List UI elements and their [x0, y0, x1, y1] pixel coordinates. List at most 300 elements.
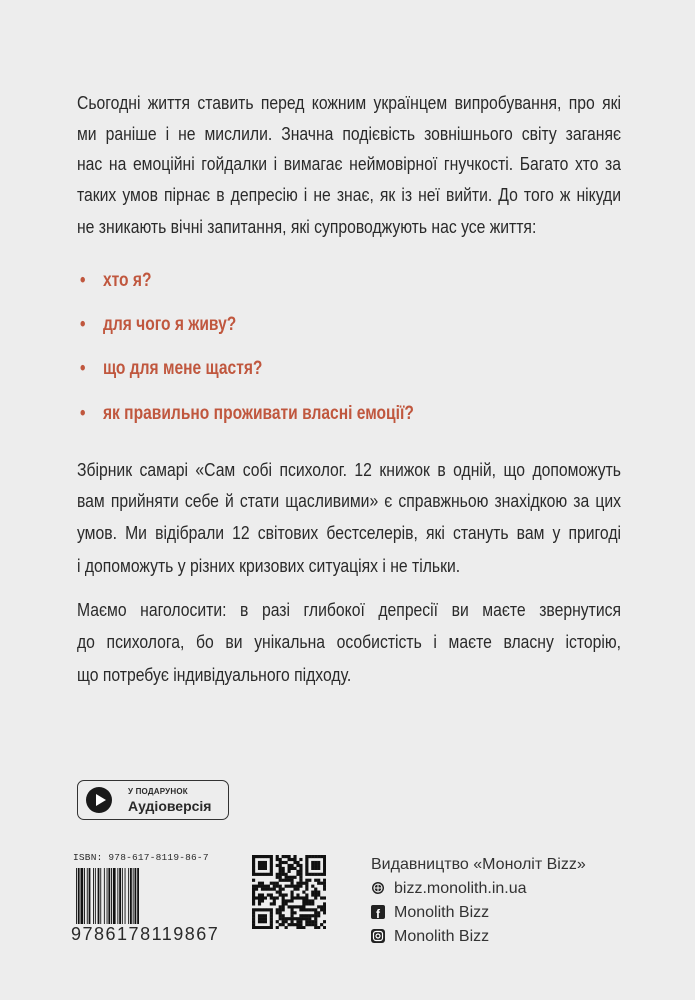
qr-module [270, 914, 273, 917]
qr-module [282, 893, 285, 896]
qr-module [314, 855, 317, 858]
qr-module [288, 923, 291, 926]
qr-module [285, 861, 288, 864]
qr-module [270, 861, 273, 864]
qr-module [285, 920, 288, 923]
qr-module [302, 905, 305, 908]
qr-module [323, 888, 326, 891]
qr-module [311, 893, 314, 896]
qr-module [317, 893, 320, 896]
qr-module [279, 873, 282, 876]
qr-module [290, 858, 293, 861]
qr-module [302, 902, 305, 905]
barcode-bar [125, 868, 126, 928]
qr-module [308, 879, 311, 882]
qr-module [270, 882, 273, 885]
qr-module [270, 893, 273, 896]
qr-module [258, 917, 261, 920]
qr-module [302, 908, 305, 911]
qr-module [252, 864, 255, 867]
qr-module [270, 873, 273, 876]
qr-module [317, 864, 320, 867]
qr-module [299, 926, 302, 929]
qr-module [264, 861, 267, 864]
barcode-bar [104, 868, 105, 928]
qr-module [311, 908, 314, 911]
qr-module [252, 891, 255, 894]
qr-module [288, 864, 291, 867]
qr-module [282, 905, 285, 908]
qr-module [252, 902, 255, 905]
qr-module [302, 899, 305, 902]
qr-module [290, 891, 293, 894]
qr-module [317, 873, 320, 876]
qr-module [276, 896, 279, 899]
qr-module [311, 923, 314, 926]
qr-module [285, 893, 288, 896]
qr-module [299, 896, 302, 899]
qr-module [273, 885, 276, 888]
qr-module [261, 896, 264, 899]
qr-module [290, 920, 293, 923]
qr-module [276, 920, 279, 923]
qr-module [282, 879, 285, 882]
qr-module [296, 917, 299, 920]
qr-code[interactable] [252, 855, 326, 929]
barcode-bar [98, 868, 100, 928]
qr-module [264, 885, 267, 888]
qr-module [258, 855, 261, 858]
audio-version-label: Аудіоверсія [128, 798, 212, 814]
barcode-bar [137, 868, 139, 928]
qr-module [285, 876, 288, 879]
qr-module [288, 899, 291, 902]
text-line: нас на емоційні гойдалки і вимагає неймовірної гнучкості. Багато хто за [77, 153, 621, 174]
qr-module [279, 879, 282, 882]
qr-module [323, 920, 326, 923]
barcode-bar [81, 868, 84, 928]
qr-module [314, 864, 317, 867]
qr-module [320, 873, 323, 876]
qr-module [305, 899, 308, 902]
qr-module [279, 893, 282, 896]
qr-module [299, 917, 302, 920]
qr-module [258, 896, 261, 899]
question-text: що для мене щастя? [102, 358, 263, 379]
qr-module [276, 876, 279, 879]
qr-module [261, 899, 264, 902]
qr-module [288, 870, 291, 873]
qr-module [264, 867, 267, 870]
qr-module [288, 917, 291, 920]
qr-module [305, 861, 308, 864]
qr-module [288, 885, 291, 888]
qr-module [282, 908, 285, 911]
qr-module [258, 902, 261, 905]
qr-module [305, 870, 308, 873]
qr-module [255, 926, 258, 929]
qr-module [296, 861, 299, 864]
publisher-facebook-row[interactable] [371, 904, 489, 922]
qr-module [282, 855, 285, 858]
barcode-bar [128, 868, 129, 928]
qr-module [323, 870, 326, 873]
qr-module [288, 876, 291, 879]
qr-module [296, 893, 299, 896]
qr-module [276, 864, 279, 867]
qr-module [264, 917, 267, 920]
text-line: до психолога, бо ви унікальна особистість і маєте власну історію, [77, 631, 621, 652]
qr-module [264, 908, 267, 911]
qr-module [261, 855, 264, 858]
qr-module [276, 891, 279, 894]
qr-module [296, 920, 299, 923]
qr-module [279, 864, 282, 867]
qr-module [290, 882, 293, 885]
qr-module [302, 882, 305, 885]
qr-module [252, 896, 255, 899]
qr-module [285, 879, 288, 882]
qr-module [305, 879, 308, 882]
qr-module [270, 911, 273, 914]
qr-module [276, 858, 279, 861]
qr-module [290, 893, 293, 896]
qr-module [323, 873, 326, 876]
text-line: умов. Ми відібрали 12 світових бестселерів, які стануть вам у пригоді [77, 522, 621, 543]
qr-module [264, 896, 267, 899]
qr-module [267, 908, 270, 911]
qr-module [276, 873, 279, 876]
qr-module [314, 861, 317, 864]
qr-module [255, 908, 258, 911]
qr-module [293, 885, 296, 888]
qr-module [273, 902, 276, 905]
qr-module [252, 911, 255, 914]
qr-module [308, 920, 311, 923]
qr-module [258, 899, 261, 902]
publisher-instagram-row[interactable] [371, 928, 489, 946]
question-text: хто я? [102, 270, 152, 291]
qr-module [323, 926, 326, 929]
qr-module [293, 867, 296, 870]
qr-module [255, 896, 258, 899]
qr-module [279, 908, 282, 911]
qr-module [302, 891, 305, 894]
qr-module [311, 855, 314, 858]
qr-module [279, 905, 282, 908]
qr-module [323, 911, 326, 914]
qr-module [296, 923, 299, 926]
qr-module [317, 891, 320, 894]
qr-module [255, 873, 258, 876]
qr-module [317, 879, 320, 882]
facebook-link[interactable]: Monolith Bizz [394, 904, 490, 921]
qr-module [305, 873, 308, 876]
barcode-bar [100, 868, 101, 928]
qr-module [305, 858, 308, 861]
qr-module [290, 905, 293, 908]
qr-module [279, 858, 282, 861]
qr-module [311, 873, 314, 876]
qr-module [311, 867, 314, 870]
barcode-bar [117, 868, 118, 928]
qr-module [317, 914, 320, 917]
qr-module [279, 861, 282, 864]
qr-module [323, 885, 326, 888]
qr-module [296, 896, 299, 899]
qr-module [285, 885, 288, 888]
qr-module [270, 870, 273, 873]
qr-module [299, 867, 302, 870]
qr-module [270, 902, 273, 905]
qr-module [314, 911, 317, 914]
qr-module [293, 888, 296, 891]
qr-module [282, 902, 285, 905]
qr-module [311, 861, 314, 864]
qr-module [320, 855, 323, 858]
qr-module [299, 870, 302, 873]
qr-module [308, 873, 311, 876]
qr-module [314, 891, 317, 894]
qr-module [270, 896, 273, 899]
qr-module [299, 873, 302, 876]
qr-module [299, 914, 302, 917]
qr-module [323, 902, 326, 905]
qr-module [308, 902, 311, 905]
barcode-bar [113, 868, 116, 928]
qr-module [276, 855, 279, 858]
qr-module [282, 899, 285, 902]
qr-module [264, 914, 267, 917]
qr-module [305, 917, 308, 920]
qr-module [320, 905, 323, 908]
qr-module [308, 914, 311, 917]
barcode-bar [111, 868, 112, 928]
qr-module [282, 870, 285, 873]
qr-module [264, 864, 267, 867]
qr-module [314, 879, 317, 882]
barcode-bar [95, 868, 96, 928]
qr-module [267, 873, 270, 876]
qr-module [279, 923, 282, 926]
qr-module [282, 917, 285, 920]
qr-module [261, 873, 264, 876]
qr-module [323, 908, 326, 911]
question-text: як правильно проживати власні емоції? [102, 403, 414, 424]
qr-module [276, 885, 279, 888]
qr-module [255, 855, 258, 858]
qr-module [305, 882, 308, 885]
qr-module [323, 867, 326, 870]
qr-module [305, 896, 308, 899]
qr-module [282, 861, 285, 864]
qr-module [305, 914, 308, 917]
qr-module [252, 914, 255, 917]
qr-module [290, 864, 293, 867]
qr-module [270, 855, 273, 858]
qr-module [267, 893, 270, 896]
qr-module [273, 896, 276, 899]
globe-icon [371, 881, 385, 895]
qr-module [317, 882, 320, 885]
text-line: не зникають вічні запитання, які супроводжують нас усе життя: [77, 216, 537, 237]
qr-module [293, 876, 296, 879]
qr-module [314, 908, 317, 911]
text-line: Маємо наголосити: в разі глибокої депресії ви маєте звернутися [77, 599, 621, 620]
qr-module [308, 908, 311, 911]
qr-module [264, 888, 267, 891]
barcode-bar [122, 868, 123, 928]
qr-module [290, 879, 293, 882]
qr-module [305, 893, 308, 896]
qr-module [314, 893, 317, 896]
qr-module [314, 888, 317, 891]
text-line: вам прийняти себе й стати щасливими» є справжньою знахідкою за цих [77, 490, 621, 511]
qr-module [320, 882, 323, 885]
qr-module [252, 926, 255, 929]
qr-module [293, 855, 296, 858]
instagram-icon [371, 929, 385, 943]
qr-module [258, 873, 261, 876]
qr-module [305, 867, 308, 870]
question-item: • хто я? [80, 270, 152, 291]
qr-module [267, 926, 270, 929]
qr-module [305, 888, 308, 891]
qr-module [299, 920, 302, 923]
qr-module [320, 896, 323, 899]
qr-module [261, 861, 264, 864]
qr-module [252, 899, 255, 902]
qr-module [305, 864, 308, 867]
qr-module [279, 917, 282, 920]
qr-module [299, 882, 302, 885]
website-link[interactable]: bizz.monolith.in.ua [394, 880, 527, 897]
qr-module [276, 911, 279, 914]
qr-module [252, 861, 255, 864]
qr-module [252, 908, 255, 911]
qr-module [317, 905, 320, 908]
qr-module [252, 858, 255, 861]
qr-module [261, 908, 264, 911]
qr-module [311, 902, 314, 905]
question-item: • як правильно проживати власні емоції? [80, 403, 414, 424]
text-line: Сьогодні життя ставить перед кожним українцем випробування, про які [77, 92, 621, 113]
qr-module [285, 899, 288, 902]
qr-module [276, 926, 279, 929]
qr-module [308, 899, 311, 902]
qr-module [308, 917, 311, 920]
qr-module [258, 914, 261, 917]
qr-module [314, 917, 317, 920]
qr-module [290, 896, 293, 899]
qr-module [258, 893, 261, 896]
qr-module [323, 896, 326, 899]
qr-module [252, 879, 255, 882]
qr-module [290, 923, 293, 926]
publisher-website-row[interactable] [371, 880, 527, 898]
audio-version-badge[interactable] [77, 780, 229, 820]
qr-module [282, 920, 285, 923]
qr-module [290, 876, 293, 879]
qr-module [314, 920, 317, 923]
qr-module [273, 888, 276, 891]
qr-module [323, 858, 326, 861]
qr-module [305, 920, 308, 923]
qr-module [258, 867, 261, 870]
qr-module [279, 914, 282, 917]
qr-module [293, 905, 296, 908]
qr-module [323, 861, 326, 864]
qr-module [320, 923, 323, 926]
instagram-link[interactable]: Monolith Bizz [394, 928, 490, 945]
svg-text:f: f [376, 907, 380, 919]
qr-module [261, 864, 264, 867]
qr-module [288, 858, 291, 861]
qr-module [296, 870, 299, 873]
text-line: таких умов пірнає в депресію і не знає, як із неї вийти. До того ж нікуди [77, 184, 621, 205]
qr-module [270, 917, 273, 920]
question-item: • для чого я живу? [80, 314, 237, 335]
play-icon [86, 787, 112, 813]
qr-module [323, 864, 326, 867]
qr-module [252, 867, 255, 870]
qr-module [285, 926, 288, 929]
qr-module [279, 911, 282, 914]
text-line: і допоможуть у різних кризових ситуаціях і не тільки. [77, 555, 461, 576]
qr-module [279, 867, 282, 870]
qr-module [279, 876, 282, 879]
qr-module [314, 926, 317, 929]
barcode-bar [108, 868, 110, 928]
qr-module [296, 864, 299, 867]
qr-module [290, 917, 293, 920]
qr-module [311, 891, 314, 894]
qr-module [293, 917, 296, 920]
qr-module [296, 882, 299, 885]
qr-module [276, 882, 279, 885]
qr-module [261, 926, 264, 929]
qr-module [308, 855, 311, 858]
barcode-bar [87, 868, 88, 928]
barcode-bar [107, 868, 108, 928]
qr-module [317, 926, 320, 929]
qr-module [258, 885, 261, 888]
qr-module [282, 873, 285, 876]
qr-module [252, 888, 255, 891]
qr-module [270, 858, 273, 861]
qr-module [290, 914, 293, 917]
qr-module [273, 899, 276, 902]
qr-module [290, 908, 293, 911]
barcode-bar [84, 868, 85, 928]
qr-module [270, 920, 273, 923]
qr-module [308, 923, 311, 926]
qr-module [255, 888, 258, 891]
qr-module [299, 858, 302, 861]
qr-module [261, 920, 264, 923]
qr-module [258, 926, 261, 929]
qr-module [261, 885, 264, 888]
qr-module [317, 861, 320, 864]
qr-module [305, 855, 308, 858]
qr-module [293, 896, 296, 899]
qr-module [270, 864, 273, 867]
qr-module [305, 902, 308, 905]
qr-module [311, 864, 314, 867]
qr-module [258, 908, 261, 911]
qr-module [252, 885, 255, 888]
facebook-icon [371, 905, 385, 919]
